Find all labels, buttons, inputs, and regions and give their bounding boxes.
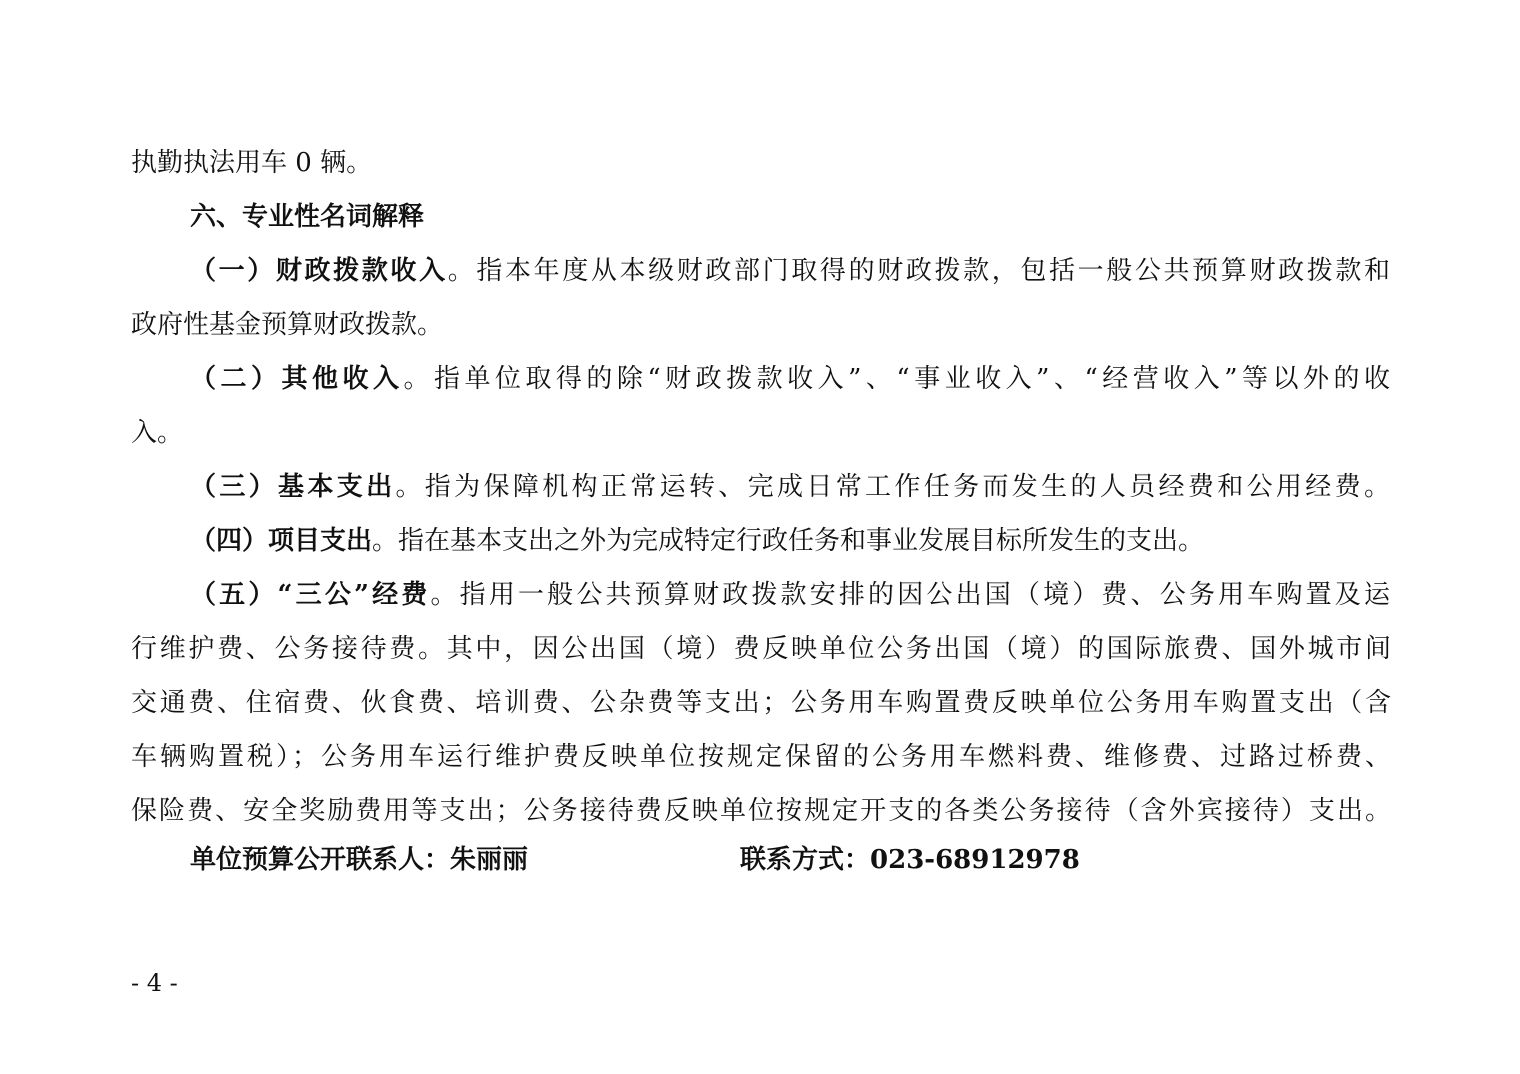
item5-line5: 保险费、安全奖励费用等支出；公务接待费反映单位按规定开支的各类公务接待（含外宾接待）支出。 xyxy=(131,796,1391,826)
item3-line1 xyxy=(190,470,1390,504)
item5-line3: 交通费、住宿费、伙食费、培训费、公杂费等支出；公务用车购置费反映单位公务用车购置支出（含 xyxy=(131,688,1391,718)
item5-line2: 行维护费、公务接待费。其中，因公出国（境）费反映单位公务出国（境）的国际旅费、国外城市间 xyxy=(131,634,1391,664)
page-number: - 4 - xyxy=(131,969,178,997)
contact-person-name: 朱丽丽 xyxy=(450,845,529,875)
item4-label: （四）项目支出 xyxy=(190,526,373,556)
item5-line1 xyxy=(190,578,1390,612)
contact-phone xyxy=(740,843,1080,877)
contact-phone-value: 023-68912978 xyxy=(870,845,1080,875)
paragraph-vehicles-line: 执勤执法用车 0 辆。 xyxy=(131,148,373,178)
item1-text: 。指本年度从本级财政部门取得的财政拨款，包括一般公共预算财政拨款和 xyxy=(447,256,1390,286)
item3-label: （三）基本支出 xyxy=(190,472,396,502)
item1-line1 xyxy=(190,254,1390,288)
item2-label: （二）其他收入 xyxy=(190,364,404,394)
item1-line2: 政府性基金预算财政拨款。 xyxy=(131,310,444,340)
item1-label: （一）财政拨款收入 xyxy=(190,256,448,286)
contact-person xyxy=(190,843,528,877)
item5-label: （五）“三公”经费 xyxy=(190,580,431,610)
item5-text: 。指用一般公共预算财政拨款安排的因公出国（境）费、公务用车购置及运 xyxy=(430,580,1390,610)
item2-line2: 入。 xyxy=(131,418,184,448)
item2-text: 。指单位取得的除“财政拨款收入”、“事业收入”、“经营收入”等以外的收 xyxy=(403,364,1390,394)
item5-line4: 车辆购置税）；公务用车运行维护费反映单位按规定保留的公务用车燃料费、维修费、过路过桥费、 xyxy=(131,742,1391,772)
item4-text: 。指在基本支出之外为完成特定行政任务和事业发展目标所发生的支出。 xyxy=(372,526,1205,556)
contact-phone-label: 联系方式： xyxy=(740,845,871,875)
item2-line1 xyxy=(190,362,1390,396)
item4-line1 xyxy=(190,524,1390,558)
item3-text: 。指为保障机构正常运转、完成日常工作任务而发生的人员经费和公用经费。 xyxy=(395,472,1390,502)
section-heading: 六、专业性名词解释 xyxy=(190,202,425,232)
contact-person-label: 单位预算公开联系人： xyxy=(190,845,451,875)
